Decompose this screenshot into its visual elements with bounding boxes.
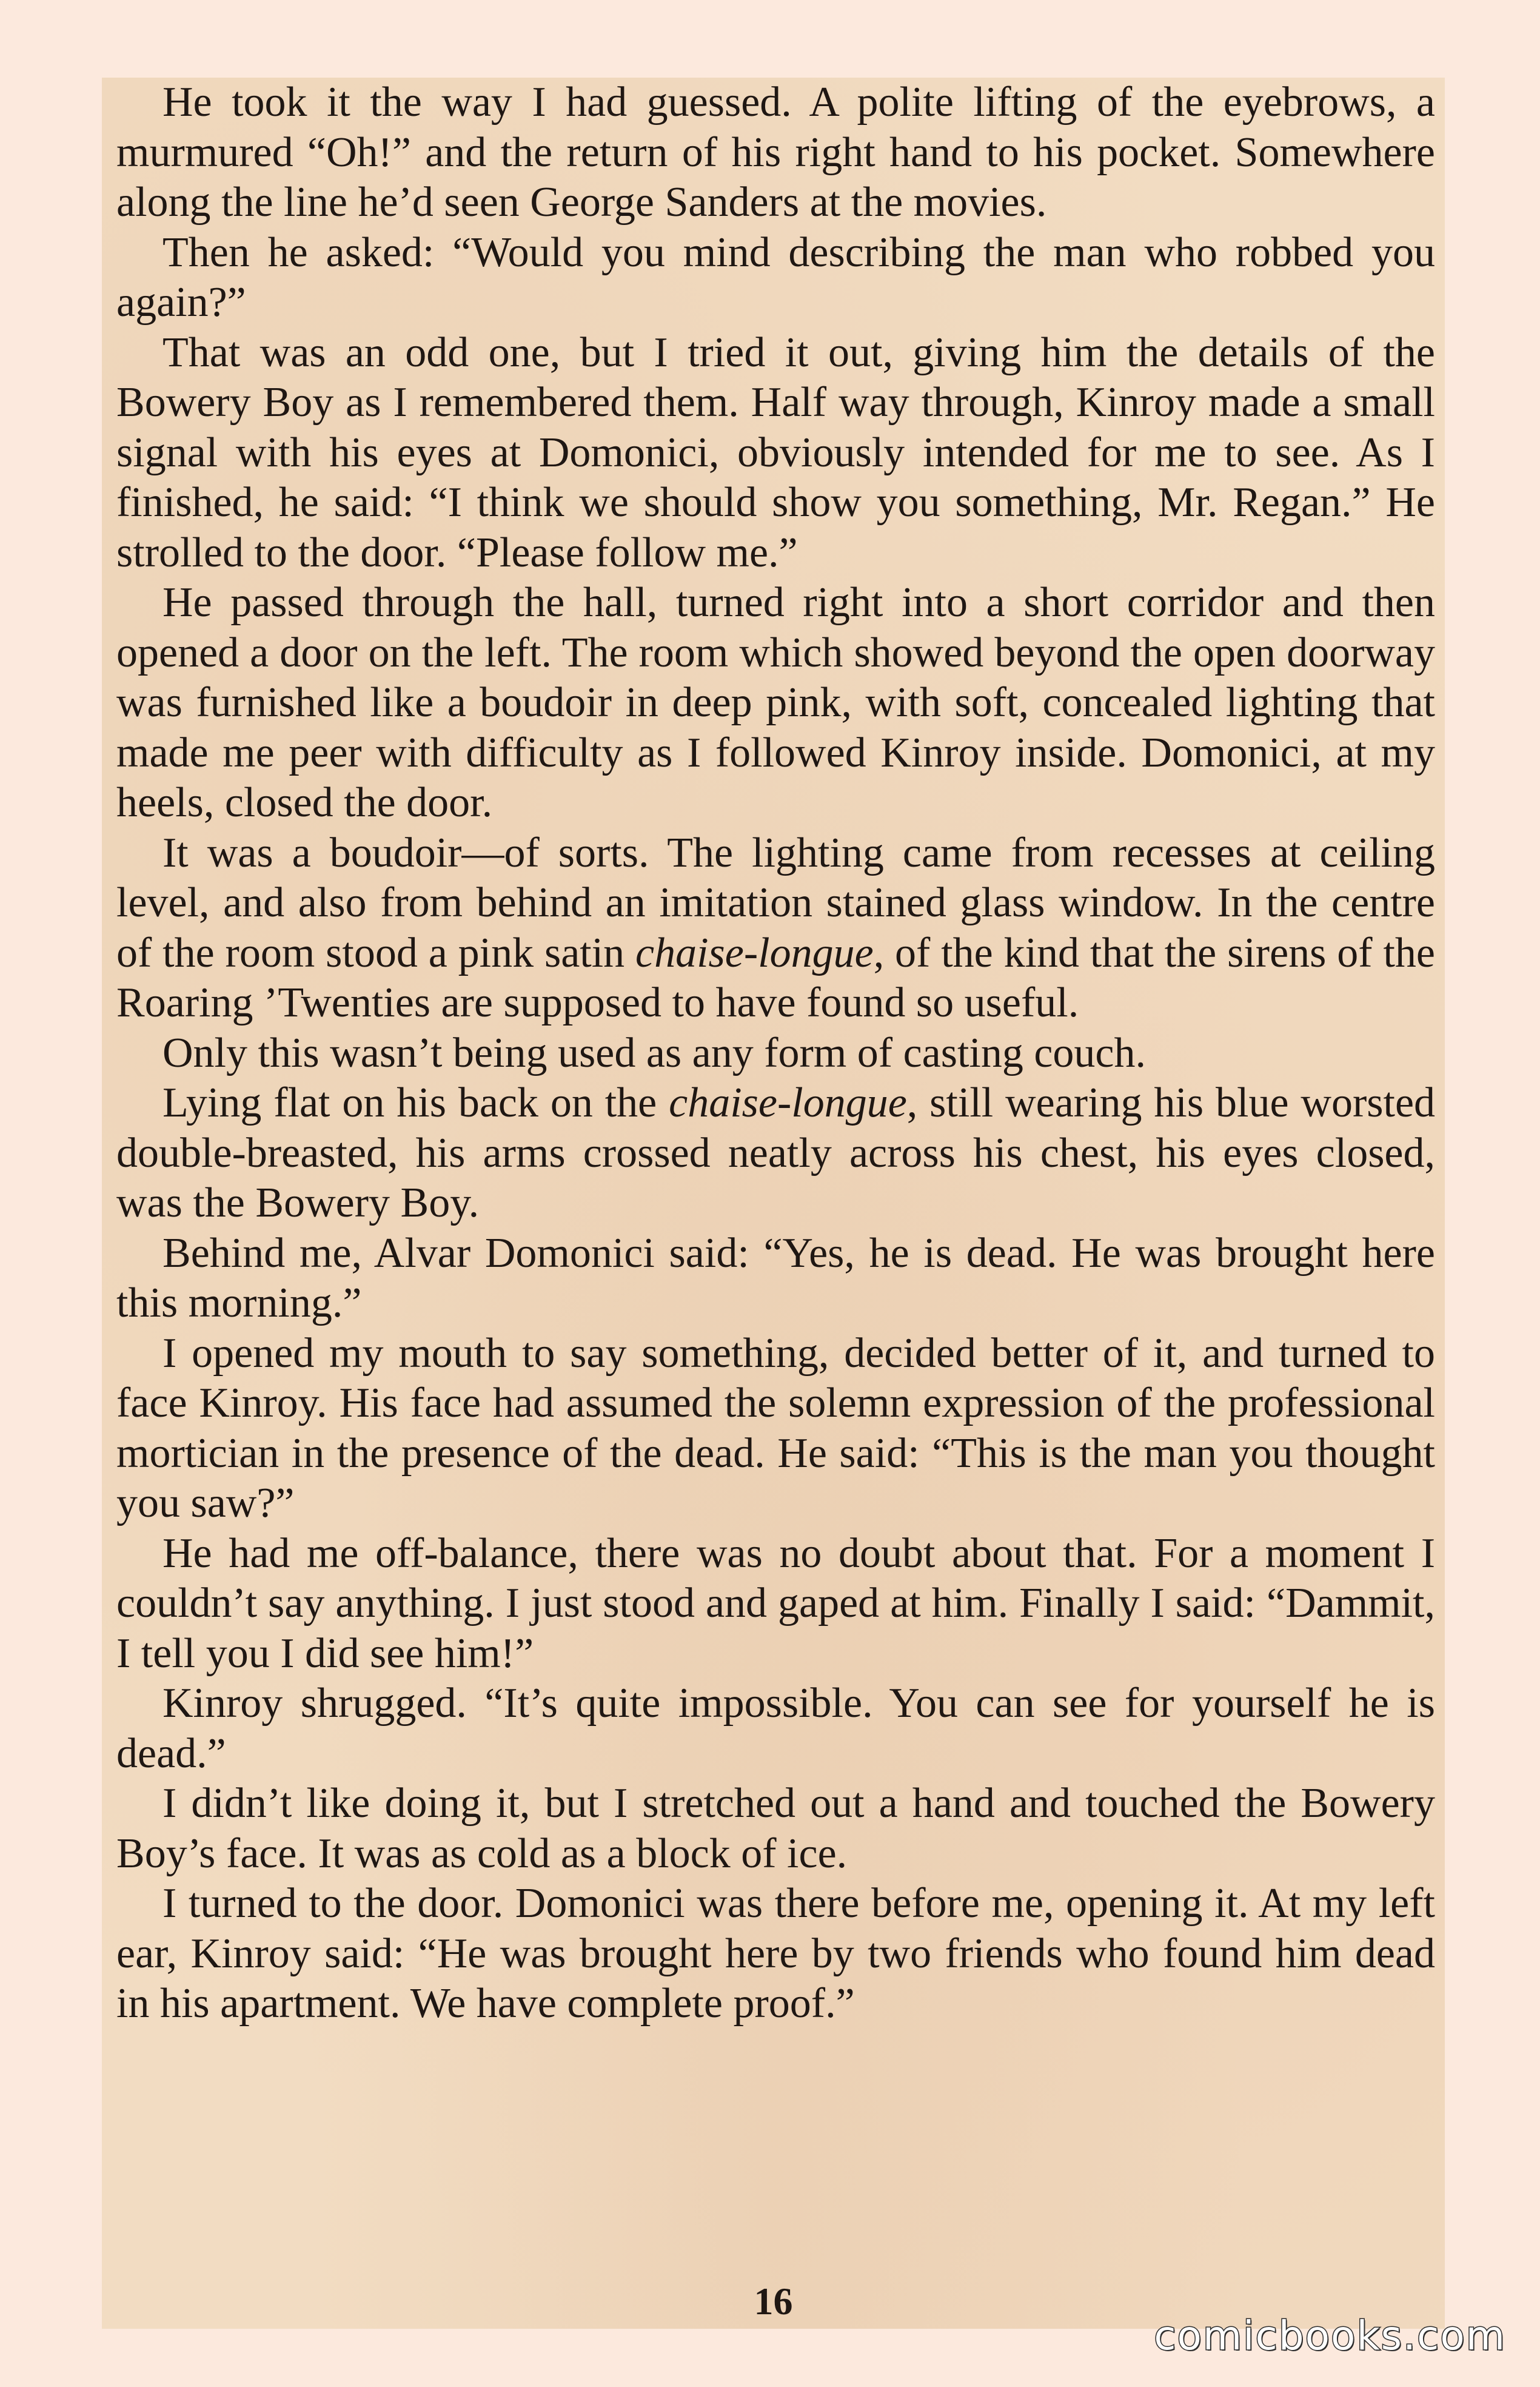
italic-term: chaise-longue — [635, 929, 874, 976]
paragraph: Kinroy shrugged. “It’s quite impossible. You can see for yourself he is dead.” — [116, 1680, 1435, 1777]
paragraph: He passed through the hall, turned right into a short corridor and then opened a door on the left. The room which showed beyond the open doorway was furnished like a boudoir in deep pink, with soft, concealed lighting that made me peer with difficulty as I followed Kinroy inside. Domonici, at my heels, closed the door. — [116, 579, 1435, 826]
italic-term: chaise-longue — [669, 1079, 907, 1126]
paragraph: That was an odd one, but I tried it out, giving him the details of the Bowery Boy as I remembered them. Half way through, Kinroy made a small signal with his eyes at Domonici, obviously intended for me to see. As I finished, he said: “I think we should show you something, Mr. Regan.” He strolled to the door. “Please follow me.” — [116, 329, 1435, 576]
paragraph: Only this wasn’t being used as any form of casting couch. — [162, 1029, 1146, 1076]
book-page — [102, 78, 1445, 2329]
paragraph: I turned to the door. Domonici was there before me, opening it. At my left ear, Kinroy said: “He was brought here by two friends who found him dead in his apartment. We have complete proof.” — [116, 1880, 1435, 2027]
body-text — [116, 78, 1435, 2029]
paragraph: It was a boudoir—of sorts. The lighting came from recesses at ceiling level, and also from behind an imitation stained glass window. In the centre of the room stood a pink satin chaise-longue, of the kind that the sirens of the Roaring ’Twenties are supposed to have found so useful. — [116, 829, 1435, 1026]
paragraph: Behind me, Alvar Domonici said: “Yes, he is dead. He was brought here this morning.” — [116, 1229, 1435, 1326]
paragraph: Then he asked: “Would you mind describing the man who robbed you again?” — [116, 229, 1435, 326]
paragraph: Lying flat on his back on the chaise-longue, still wearing his blue worsted double-breasted, his arms crossed neatly across his chest, his eyes closed, was the Bowery Boy. — [116, 1079, 1436, 1226]
paragraph: I opened my mouth to say something, decided better of it, and turned to face Kinroy. His face had assumed the solemn expression of the professional mortician in the presence of the dead. He said: “This is the man you thought you saw?” — [116, 1329, 1435, 1526]
paragraph: He had me off-balance, there was no doubt about that. For a moment I couldn’t say anything. I just stood and gaped at him. Finally I said: “Dammit, I tell you I did see him!” — [116, 1529, 1435, 1677]
watermark: comicbooks.com — [1154, 2312, 1506, 2359]
paragraph: I didn’t like doing it, but I stretched out a hand and touched the Bowery Boy’s face. It was as cold as a block of ice. — [116, 1780, 1435, 1877]
page-number: 16 — [754, 2280, 793, 2323]
paragraph: He took it the way I had guessed. A polite lifting of the eyebrows, a murmured “Oh!” and the return of his right hand to his pocket. Somewhere along the line he’d seen George Sanders at the movies. — [116, 79, 1435, 226]
